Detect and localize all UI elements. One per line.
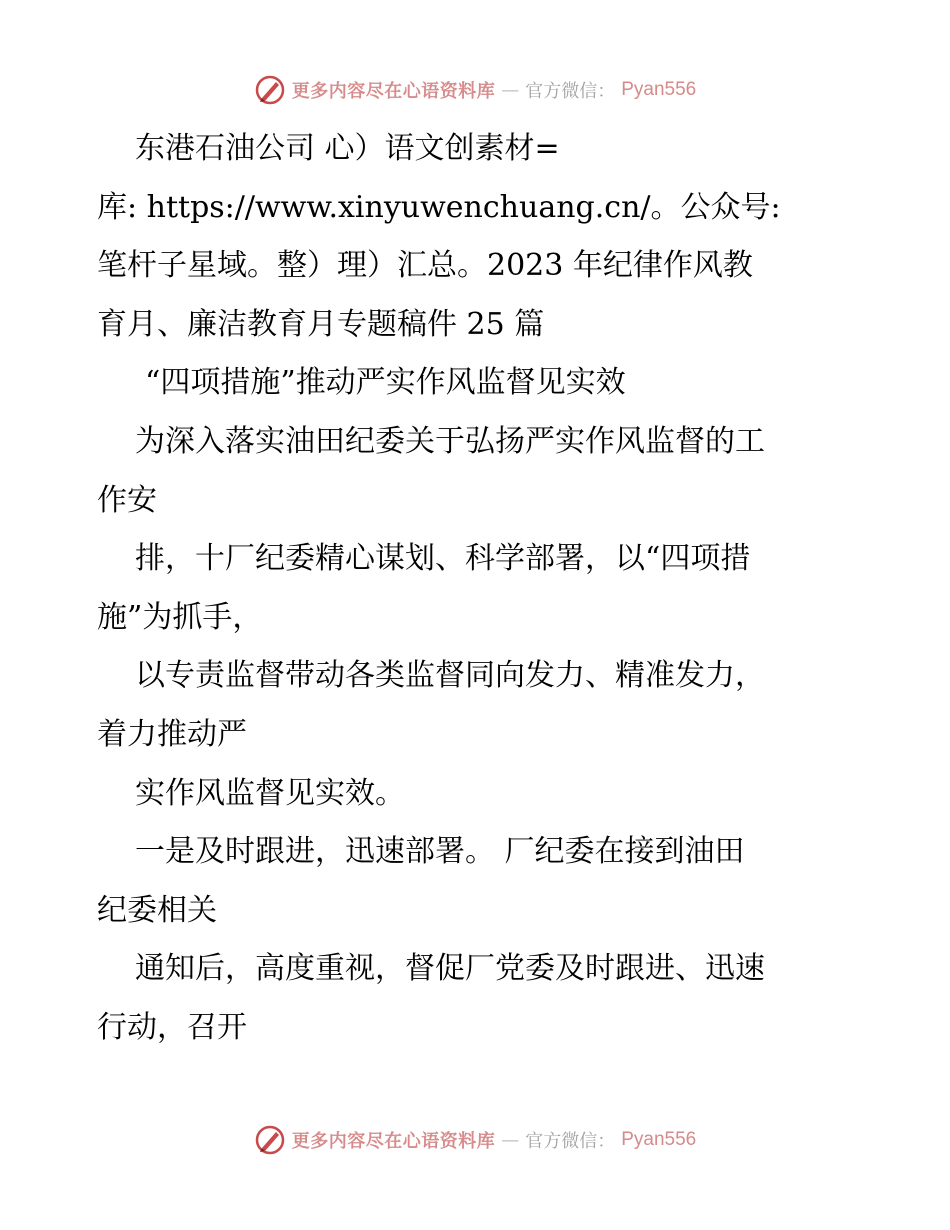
text-line: 通知后，高度重视，督促厂党委及时跟进、迅速 <box>135 951 765 987</box>
article-title: “四项措施”推动严实作风监督见实效 <box>145 365 626 401</box>
banner-text: 更多内容尽在心语资料库 <box>291 81 496 102</box>
text-line: 以专责监督带动各类监督同向发力、精准发力， <box>135 658 765 694</box>
banner-text: 更多内容尽在心语资料库 <box>291 1131 496 1152</box>
text-line: 实作风监督见实效。 <box>135 775 405 811</box>
banner-wechat-label: 官方微信： <box>525 1131 616 1152</box>
text-line: 一是及时跟进，迅速部署。 厂纪委在接到油田 <box>135 834 745 870</box>
text-line: 行动，召开 <box>97 1009 247 1045</box>
footer-watermark-banner <box>0 1120 950 1160</box>
banner-wechat-label: 官方微信： <box>525 81 616 102</box>
banner-wechat-id: Pyan556 <box>621 1129 697 1150</box>
text-line: 施”为抓手， <box>97 599 263 635</box>
text-line: 库: https://www.xinyuwenchuang.cn/。公众号: <box>97 189 781 225</box>
banner-separator: — <box>501 1129 520 1151</box>
pen-logo-icon <box>254 74 286 106</box>
text-line: 作安 <box>97 482 157 518</box>
banner-wechat-id: Pyan556 <box>621 79 697 100</box>
text-line: 笔杆子星域。整）理）汇总。2023 年纪律作风教 <box>97 248 753 284</box>
document-body <box>97 120 857 1058</box>
pen-logo-icon <box>254 1124 286 1156</box>
text-line: 纪委相关 <box>97 892 217 928</box>
header-watermark-banner <box>0 70 950 110</box>
text-line: 为深入落实油田纪委关于弘扬严实作风监督的工 <box>135 423 765 459</box>
banner-separator: — <box>501 79 520 101</box>
text-line: 着力推动严 <box>97 716 247 752</box>
text-line: 东港石油公司 心）语文创素材= <box>135 131 560 166</box>
text-line: 育月、廉洁教育月专题稿件 25 篇 <box>97 306 545 342</box>
text-line: 排，十厂纪委精心谋划、科学部署，以“四项措 <box>135 541 751 577</box>
